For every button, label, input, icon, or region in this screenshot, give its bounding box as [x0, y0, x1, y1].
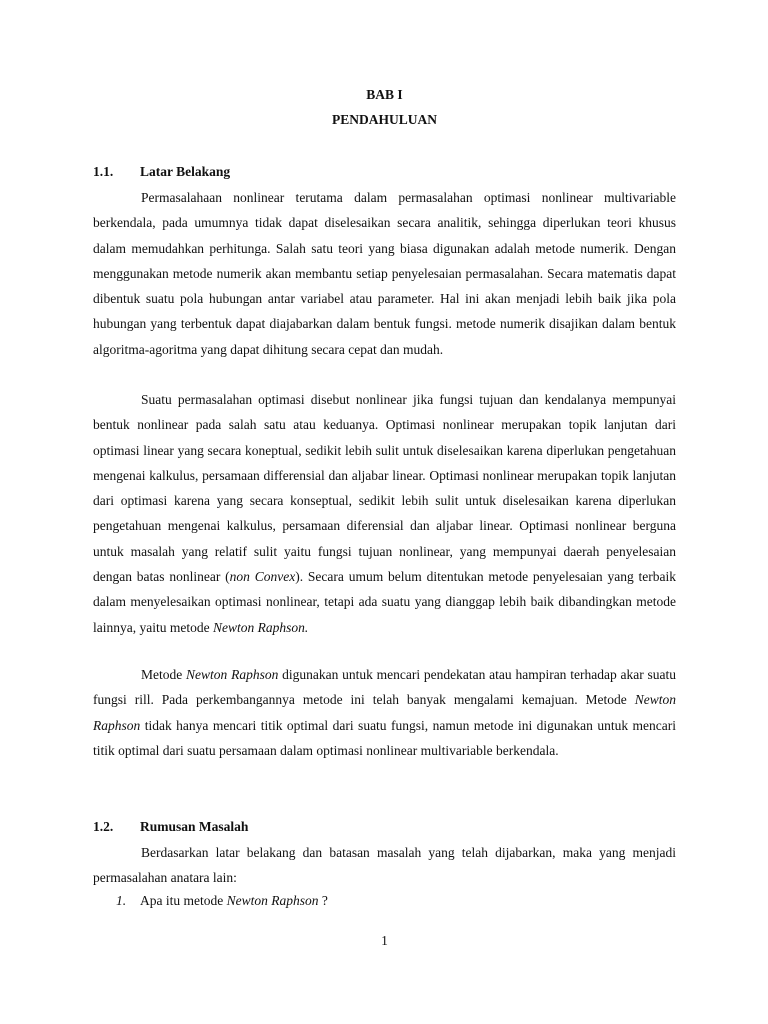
- paragraph: Permasalahaan nonlinear terutama dalam permasalahan optimasi nonlinear multivariable berkendala, pada umumnya tidak dapat diselesaikan secara analitik, sehingga diperlukan teori khusus dalam memudahkan perhitunga. Salah satu teori yang biasa digunakan adalah metode numerik. Dengan menggunakan metode numerik akan membantu setiap penyelesaian permasalahan. Secara matematis dapat dibentuk suatu pola hubungan antar variabel atau parameter. Hal ini akan menjadi lebih baik jika pola hubungan yang terbentuk dapat diajabarkan dalam bentuk fungsi. metode numerik disajikan dalam bentuk algoritma-agoritma yang dapat dihitung secara cepat dan mudah.: [93, 190, 676, 357]
- italic-term: Newton Raphson: [93, 692, 676, 733]
- section-heading-1-1: [93, 164, 230, 180]
- paragraph: Metode Newton Raphson digunakan untuk mencari pendekatan atau hampiran terhadap akar suatu fungsi rill. Pada perkembangannya metode ini telah banyak mengalami kemajuan. Metode Newton Raphson tidak hanya mencari titik optimal dari suatu fungsi, namun metode ini digunakan untuk mencari titik optimal dari suatu persamaan dalam optimasi nonlinear multivariable berkendala.: [93, 667, 676, 758]
- paragraph: Berdasarkan latar belakang dan batasan masalah yang telah dijabarkan, maka yang menjadi permasalahan anatara lain:: [93, 845, 676, 886]
- italic-term: Newton Raphson.: [212, 619, 309, 635]
- italic-term: Newton Raphson: [186, 667, 279, 682]
- italic-term: non Convex: [229, 569, 296, 585]
- section-heading-1-2: [93, 819, 248, 835]
- section-number: 1.1.: [93, 164, 114, 179]
- chapter-title: PENDAHULUAN: [331, 112, 437, 127]
- section-title: Latar Belakang: [140, 164, 231, 179]
- page-number: 1: [381, 933, 388, 948]
- list-text: Apa itu metode Newton Raphson ?: [140, 893, 328, 908]
- list-item: [116, 893, 328, 909]
- list-number: 1.: [116, 893, 127, 908]
- italic-term: Newton Raphson: [226, 893, 319, 908]
- paragraph: Suatu permasalahan optimasi disebut nonlinear jika fungsi tujuan dan kendalanya mempunyai bentuk nonlinear pada salah satu atau keduanya. Optimasi nonlinear merupakan topik lanjutan dari optimasi linear yang secara koneptual, sedikit lebih sulit untuk diselesaikan karena diperlukan pengetahuan mengenai kalkulus, persamaan differensial dan aljabar linear. Optimasi nonlinear merupakan topik lanjutan dari optimasi karena yang secara konseptual, sedikit lebih sulit untuk diselesaikan karena diperlukan pengetahuan mengenai kalkulus, persamaan diferensial dan aljabar linear. Optimasi nonlinear berguna untuk masalah yang relatif sulit yaitu fungsi tujuan nonlinear, yang mempunyai daerah penyelesaian dengan batas nonlinear (non Convex). Secara umum belum ditentukan metode penyelesaian yang terbaik dalam menyelesaikan optimasi nonlinear, tetapi ada suatu yang dianggap lebih baik dibandingkan metode lainnya, yaitu metode Newton Raphson.: [93, 392, 677, 635]
- section-number: 1.2.: [93, 819, 114, 834]
- chapter-label: BAB I: [366, 87, 403, 102]
- section-title: Rumusan Masalah: [140, 819, 249, 834]
